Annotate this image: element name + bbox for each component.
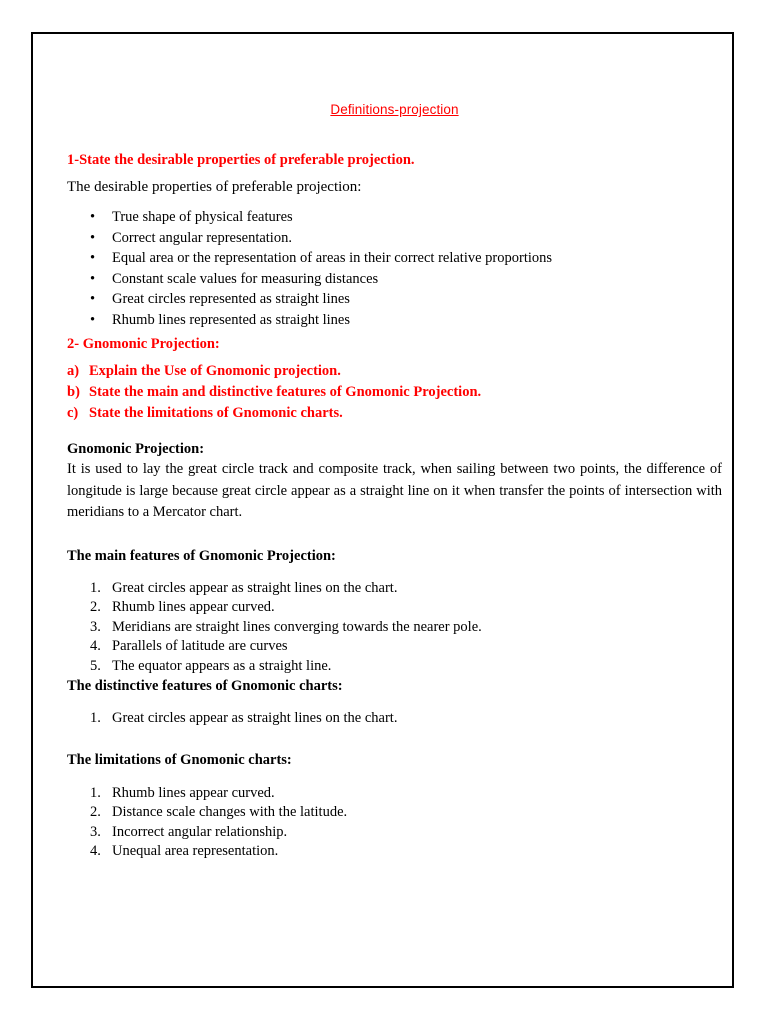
item-number: 2. bbox=[90, 599, 101, 615]
question-text: Explain the Use of Gnomonic projection. bbox=[89, 363, 341, 379]
item-number: 2. bbox=[90, 804, 101, 820]
item-text: Rhumb lines appear curved. bbox=[112, 784, 275, 801]
item-number: 1. bbox=[90, 784, 101, 801]
list-item bbox=[90, 823, 722, 843]
item-text: Great circles appear as straight lines on the chart. bbox=[112, 710, 398, 726]
item-number: 4. bbox=[90, 638, 101, 654]
question-text: State the main and distinctive features of Gnomonic Projection. bbox=[89, 384, 482, 400]
document-content bbox=[67, 100, 722, 862]
item-number: 1. bbox=[90, 579, 101, 596]
limitations-heading: The limitations of Gnomonic charts: bbox=[67, 751, 292, 768]
question-text: State the limitations of Gnomonic charts. bbox=[89, 405, 343, 421]
list-item: • Correct angular representation. bbox=[112, 228, 722, 249]
section2-questions bbox=[67, 361, 722, 424]
list-item bbox=[90, 598, 722, 618]
list-item: • Great circles represented as straight lines bbox=[112, 289, 722, 310]
main-features-heading: The main features of Gnomonic Projection: bbox=[67, 547, 336, 564]
list-item bbox=[90, 618, 722, 638]
question-item bbox=[67, 382, 722, 403]
item-text: Parallels of latitude are curves bbox=[112, 638, 288, 654]
item-number: 3. bbox=[90, 618, 101, 635]
list-item: • Equal area or the representation of areas in their correct relative proportions bbox=[112, 248, 722, 269]
item-number: 5. bbox=[90, 657, 101, 674]
gnomonic-body: It is used to lay the great circle track and composite track, when sailing between two points, the difference of longitude is large because great circle appear as a straight line on it when transfer the points of intersection with meridians to a Mercator chart. bbox=[67, 461, 722, 520]
list-item bbox=[90, 579, 722, 599]
item-text: Rhumb lines appear curved. bbox=[112, 599, 275, 615]
list-item: • True shape of physical features bbox=[112, 207, 722, 228]
gnomonic-heading: Gnomonic Projection: bbox=[67, 441, 205, 457]
list-item bbox=[90, 842, 722, 862]
question-item bbox=[67, 403, 722, 424]
list-item bbox=[90, 657, 722, 677]
question-marker: b) bbox=[67, 384, 80, 400]
item-number: 4. bbox=[90, 843, 101, 859]
list-item bbox=[90, 637, 722, 657]
question-item bbox=[67, 361, 722, 382]
item-number: 1. bbox=[90, 710, 101, 726]
item-text: Meridians are straight lines converging towards the nearer pole. bbox=[112, 618, 482, 635]
document-title: Definitions-projection bbox=[330, 102, 459, 117]
item-text: Incorrect angular relationship. bbox=[112, 823, 288, 840]
list-item bbox=[90, 784, 722, 804]
section1-intro: The desirable properties of preferable projection: bbox=[67, 179, 362, 195]
item-text: Unequal area representation. bbox=[112, 843, 279, 859]
item-text: The equator appears as a straight line. bbox=[112, 657, 332, 674]
list-item bbox=[90, 803, 722, 823]
distinctive-features-heading: The distinctive features of Gnomonic charts: bbox=[67, 678, 343, 694]
main-features-list bbox=[67, 579, 722, 677]
section2-heading: 2- Gnomonic Projection: bbox=[67, 336, 220, 352]
list-item: • Constant scale values for measuring distances bbox=[112, 269, 722, 290]
item-text: Great circles appear as straight lines on the chart. bbox=[112, 579, 398, 596]
list-item: • Rhumb lines represented as straight lines bbox=[112, 310, 722, 331]
desirable-properties-list bbox=[67, 207, 722, 330]
question-marker: c) bbox=[67, 405, 79, 421]
distinctive-features-list bbox=[67, 709, 722, 729]
section1-heading: 1-State the desirable properties of preferable projection. bbox=[67, 152, 415, 168]
item-number: 3. bbox=[90, 823, 101, 840]
limitations-list bbox=[67, 784, 722, 862]
list-item bbox=[90, 709, 722, 729]
question-marker: a) bbox=[67, 363, 80, 379]
item-text: Distance scale changes with the latitude. bbox=[112, 804, 348, 820]
